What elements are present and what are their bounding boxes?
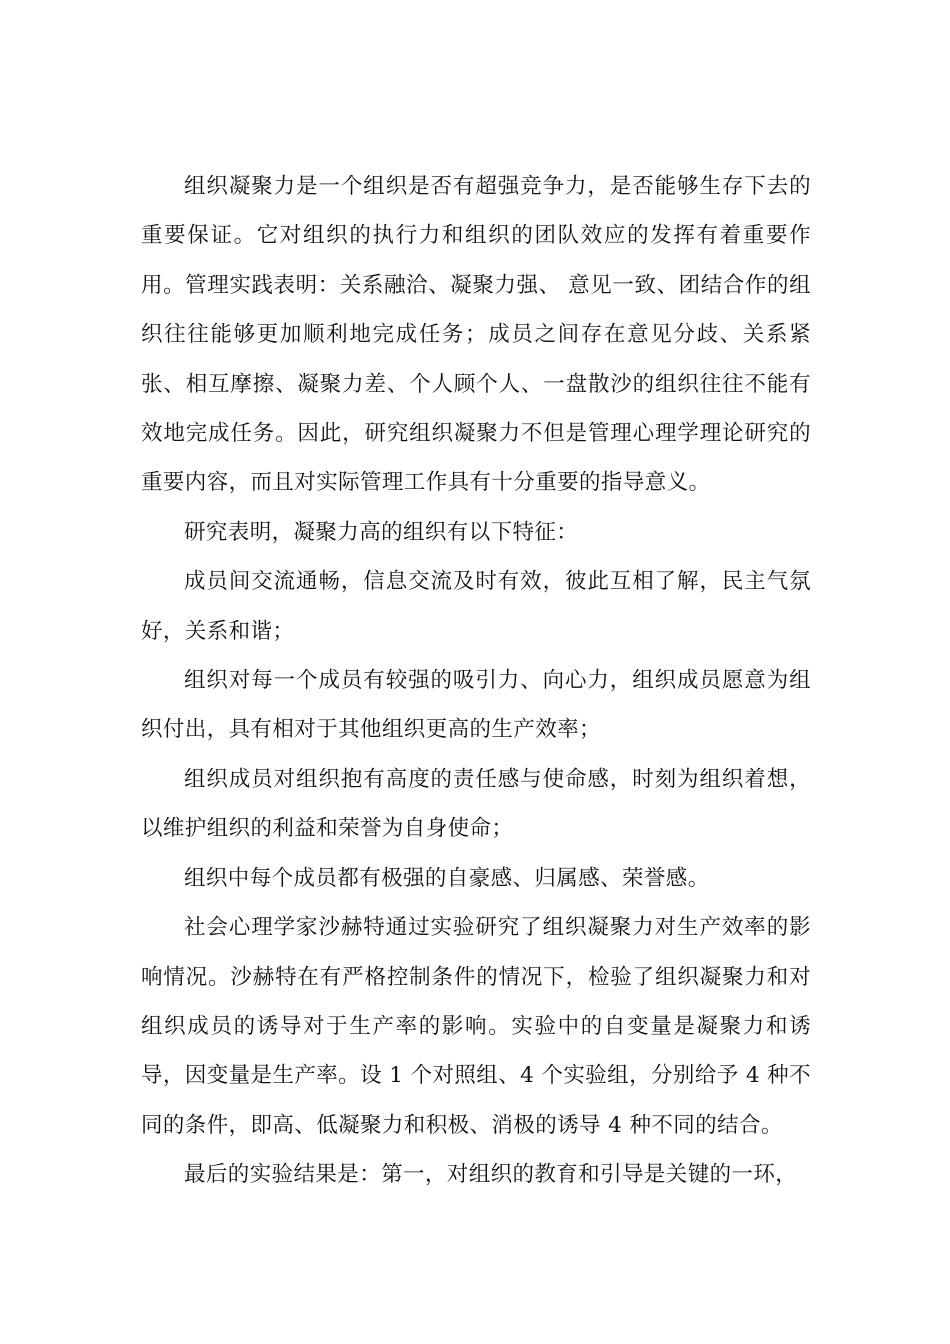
paragraph-experiment-results: 最后的实验结果是：第一，对组织的教育和引导是关键的一环， — [184, 1162, 798, 1188]
paragraph-feature-communication: 成员间交流通畅，信息交流及时有效，彼此互相了解，民主气氛好，关系和谐； — [141, 569, 811, 644]
paragraph-cohesion-intro: 组织凝聚力是一个组织是否有超强竞争力，是否能够生存下去的重要保证。它对组织的执行力和组织的团队效应的发挥有着重要作用。管理实践表明：关系融洽、凝聚力强、 意见一致、团结合作的组织往往能够更加顺利地完成任务；成员之间存在意见分歧、关系紧张、相互摩擦、凝聚力差、个人顾个人、一盘散沙的组织往往不能有效地完成任务。因此，研究组织凝聚力不但是管理心理学理论研究的重要内容，而且对实际管理工作具有十分重要的指导意义。 — [141, 174, 811, 496]
paragraph-feature-responsibility: 组织成员对组织抱有高度的责任感与使命感，时刻为组织着想，以维护组织的利益和荣誉为自身使命； — [141, 766, 811, 842]
paragraph-research-findings: 研究表明，凝聚力高的组织有以下特征： — [184, 519, 579, 545]
paragraph-feature-attraction: 组织对每一个成员有较强的吸引力、向心力，组织成员愿意为组织付出，具有相对于其他组织更高的生产效率； — [141, 668, 811, 743]
paragraph-feature-pride: 组织中每个成员都有极强的自豪感、归属感、荣誉感。 — [184, 865, 710, 891]
document-body — [141, 162, 811, 1200]
paragraph-schachter-experiment: 社会心理学家沙赫特通过实验研究了组织凝聚力对生产效率的影响情况。沙赫特在有严格控制条件的情况下，检验了组织凝聚力和对组织成员的诱导对于生产率的影响。实验中的自变量是凝聚力和诱导，因变量是生产率。设 1 个对照组、4 个实验组，分别给予 4 种不同的条件，即高、低凝聚力和积极、消极的诱导 4 种不同的结合。 — [141, 915, 811, 1138]
